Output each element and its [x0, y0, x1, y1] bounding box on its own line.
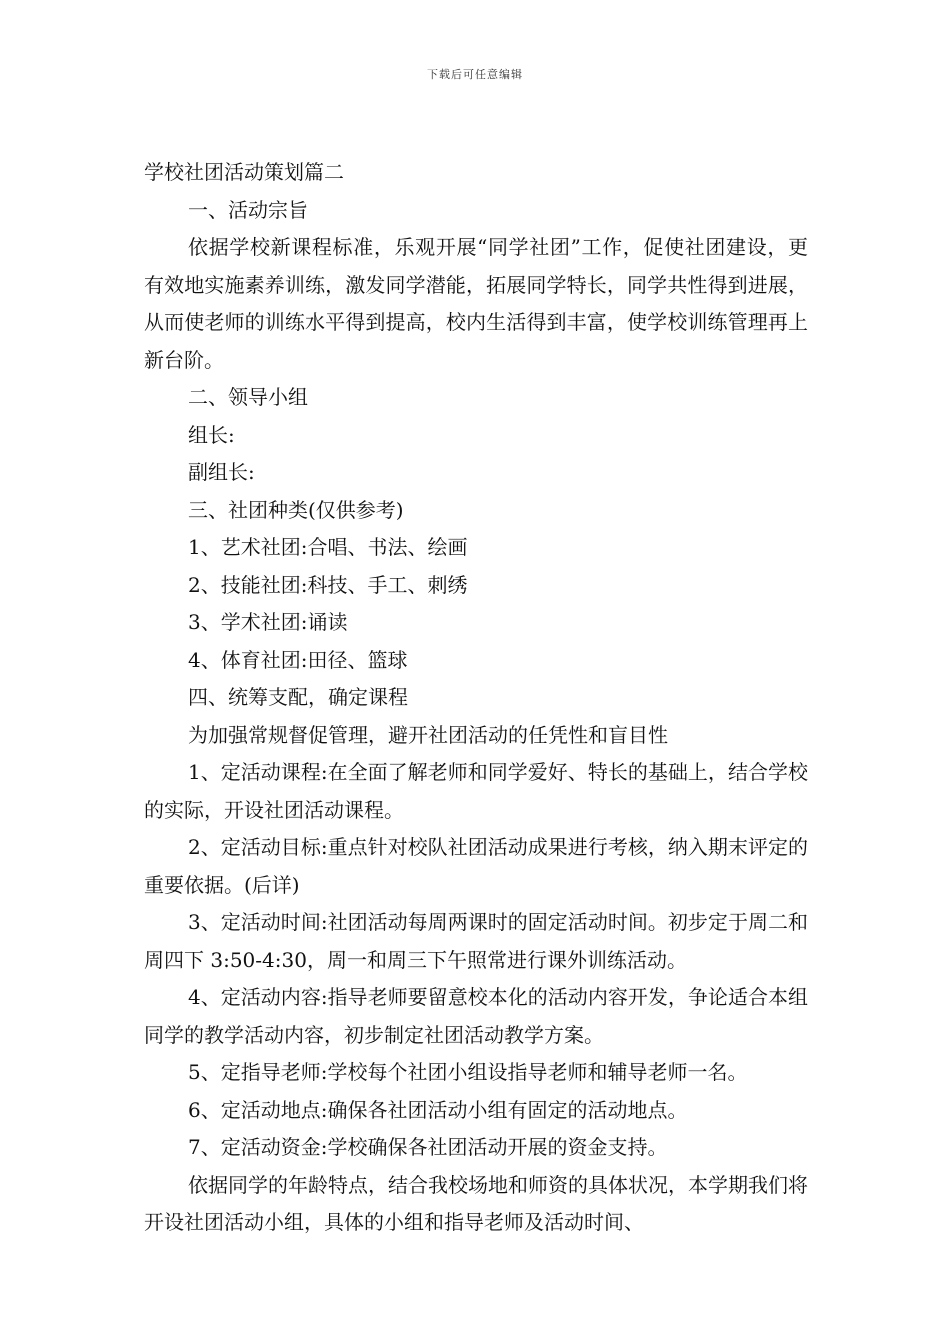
club-type-item: 1、艺术社团:合唱、书法、绘画 [188, 535, 468, 559]
plan-item: 1、定活动课程:在全面了解老师和同学爱好、特长的基础上，结合学校的实际，开设社团活动课程。 [144, 760, 808, 822]
plan-item: 2、定活动目标:重点针对校队社团活动成果进行考核，纳入期末评定的重要依据。(后详) [144, 835, 808, 897]
paragraph-closing: 依据同学的年龄特点，结合我校场地和师资的具体状况，本学期我们将开设社团活动小组，具体的小组和指导老师及活动时间、 [144, 1172, 808, 1234]
page-header: 下载后可任意编辑 [427, 68, 523, 81]
plan-item: 6、定活动地点:确保各社团活动小组有固定的活动地点。 [188, 1097, 688, 1122]
plan-item: 5、定指导老师:学校每个社团小组设指导老师和辅导老师一名。 [188, 1060, 748, 1084]
plan-item: 3、定活动时间:社团活动每周两课时的固定活动时间。初步定于周二和周四下 3:50-4:30，周一和周三下午照常进行课外训练活动。 [144, 910, 808, 972]
heading-purpose: 一、活动宗旨 [188, 197, 308, 222]
heading-planning: 四、统筹支配，确定课程 [188, 685, 408, 709]
heading-leadership: 二、领导小组 [188, 385, 308, 409]
club-type-item: 2、技能社团:科技、手工、刺绣 [188, 572, 468, 597]
plan-item: 4、定活动内容:指导老师要留意校本化的活动内容开发，争论适合本组同学的教学活动内容，初步制定社团活动教学方案。 [144, 985, 808, 1047]
deputy-leader-line: 副组长: [188, 460, 255, 484]
club-type-item: 4、体育社团:田径、篮球 [188, 647, 408, 672]
paragraph-purpose: 依据学校新课程标准，乐观开展“同学社团”工作，促使社团建设，更有效地实施素养训练，激发同学潜能，拓展同学特长，同学共性得到进展，从而使老师的训练水平得到提高，校内生活得到丰富，使学校训练管理再上新台阶。 [144, 235, 808, 372]
plan-item: 7、定活动资金:学校确保各社团活动开展的资金支持。 [188, 1135, 668, 1159]
paragraph-planning-intro: 为加强常规督促管理，避开社团活动的任凭性和盲目性 [188, 722, 668, 747]
club-type-item: 3、学术社团:诵读 [188, 610, 348, 634]
document-body [144, 154, 808, 1242]
document-title: 学校社团活动策划篇二 [144, 160, 344, 184]
leader-line: 组长: [188, 422, 235, 447]
heading-club-types: 三、社团种类(仅供参考) [188, 497, 404, 522]
